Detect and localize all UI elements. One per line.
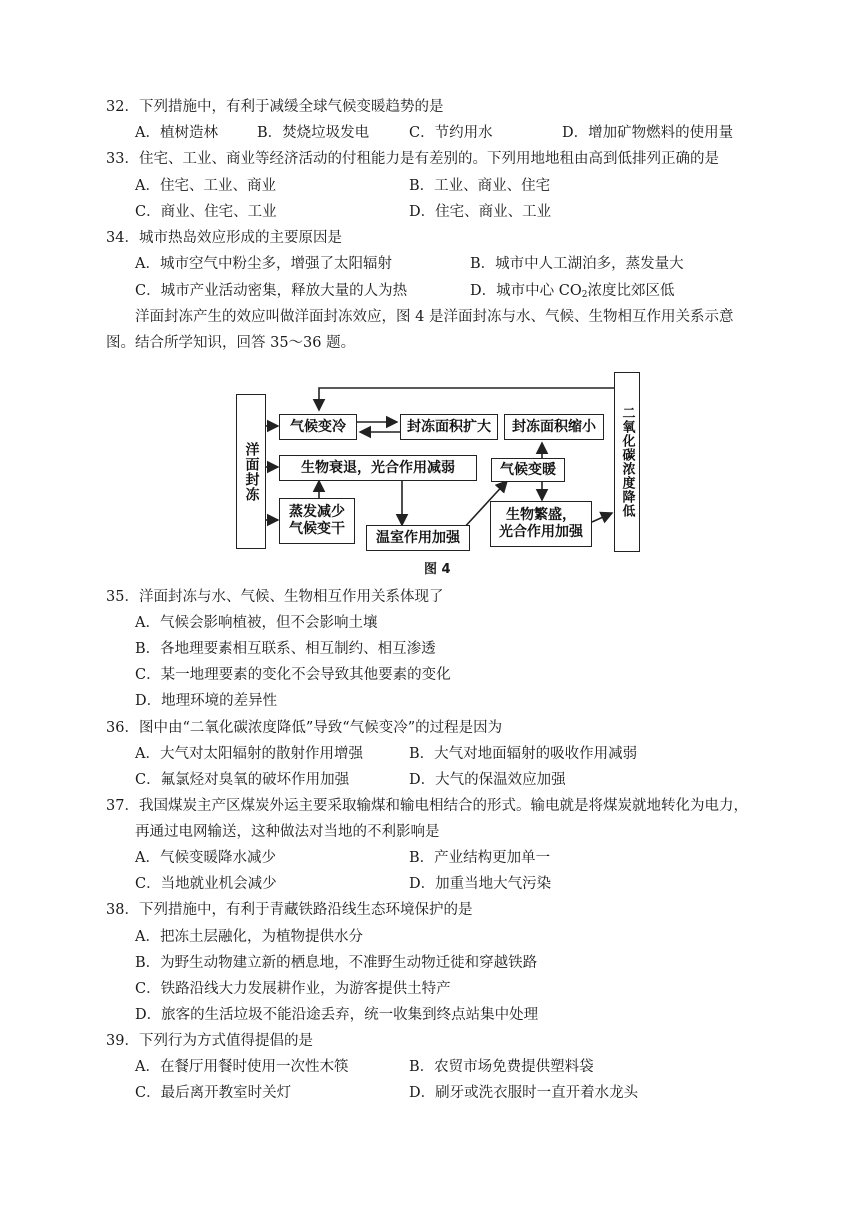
box-biology-thrive — [490, 501, 592, 547]
figure-caption: 图 4 — [424, 562, 451, 577]
box-biology-decline: 生物衰退，光合作用减弱 — [279, 455, 477, 481]
q33-option-a: A．住宅、工业、商业 — [135, 178, 276, 194]
question-32-stem: 32．下列措施中，有利于减缓全球气候变暖趋势的是 — [106, 99, 444, 115]
q33-option-d: D．住宅、商业、工业 — [409, 204, 552, 220]
box-ice-area-expand: 封冻面积扩大 — [400, 414, 498, 440]
question-38-stem: 38．下列措施中，有利于青藏铁路沿线生态环境保护的是 — [106, 902, 473, 918]
q38-option-a: A．把冻土层融化，为植物提供水分 — [135, 929, 363, 945]
question-33-stem: 33．住宅、工业、商业等经济活动的付租能力是有差别的。下列用地地租由高到低排列正确的是 — [106, 151, 719, 167]
box-co2-decrease: 二氧化碳浓度降低 — [614, 372, 640, 552]
thrive-line-2: 光合作用加强 — [499, 524, 583, 540]
q35-option-a: A．气候会影响植被，但不会影响土壤 — [135, 615, 378, 631]
q36-option-d: D．大气的保温效应加强 — [409, 772, 566, 788]
question-37-stem-line-1: 37．我国煤炭主产区煤炭外运主要采取输煤和输电相结合的形式。输电就是将煤炭就地转化为电力， — [106, 798, 748, 814]
q35-option-c: C．某一地理要素的变化不会导致其他要素的变化 — [135, 667, 451, 683]
q38-option-c: C．铁路沿线大力发展耕作业，为游客提供土特产 — [135, 981, 451, 997]
q38-option-d: D．旅客的生活垃圾不能沿途丢弃，统一收集到终点站集中处理 — [135, 1007, 539, 1023]
q35-option-d: D．地理环境的差异性 — [135, 693, 278, 709]
q36-option-b: B．大气对地面辐射的吸收作用减弱 — [409, 746, 638, 762]
q34-option-a: A．城市空气中粉尘多，增强了太阳辐射 — [135, 256, 392, 272]
question-39-stem: 39．下列行为方式值得提倡的是 — [106, 1033, 313, 1049]
question-37-stem-line-2: 再通过电网输送，这种做法对当地的不利影响是 — [135, 824, 440, 840]
intro-line-1: 洋面封冻产生的效应叫做洋面封冻效应，图 4 是洋面封冻与水、气候、生物相互作用关系示意 — [135, 309, 734, 325]
q37-option-b: B．产业结构更加单一 — [409, 850, 551, 866]
q39-option-d: D．刷牙或洗衣服时一直开着水龙头 — [409, 1085, 639, 1101]
arrow-thrive-to-co2 — [592, 513, 612, 522]
box-evaporation-decrease — [279, 498, 355, 544]
q36-option-a: A．大气对太阳辐射的散射作用增强 — [135, 746, 363, 762]
q37-option-a: A．气候变暖降水减少 — [135, 850, 276, 866]
q37-option-c: C．当地就业机会减少 — [135, 876, 277, 892]
q39-option-a: A．在餐厅用餐时使用一次性木筷 — [135, 1059, 349, 1075]
q35-option-b: B．各地理要素相互联系、相互制约、相互渗透 — [135, 641, 436, 657]
q34-option-b: B．城市中人工湖泊多，蒸发量大 — [470, 256, 684, 272]
q39-option-b: B．农贸市场免费提供塑料袋 — [409, 1059, 594, 1075]
box-climate-cooling: 气候变冷 — [279, 414, 357, 440]
q38-option-b: B．为野生动物建立新的栖息地，不准野生动物迁徙和穿越铁路 — [135, 955, 538, 971]
q33-option-b: B．工业、商业、住宅 — [409, 178, 551, 194]
q32-option-c: C．节约用水 — [409, 125, 493, 141]
q36-option-c: C．氟氯烃对臭氧的破坏作用加强 — [135, 772, 350, 788]
box-ocean-freezing: 洋面封冻 — [236, 394, 266, 549]
q34-option-c: C．城市产业活动密集，释放大量的人为热 — [135, 283, 408, 299]
q39-option-c: C．最后离开教室时关灯 — [135, 1085, 292, 1101]
evap-line-2: 气候变干 — [289, 521, 345, 537]
question-36-stem: 36．图中由“二氧化碳浓度降低”导致“气候变冷”的过程是因为 — [106, 720, 503, 736]
q33-option-c: C．商业、住宅、工业 — [135, 204, 277, 220]
question-34-stem: 34．城市热岛效应形成的主要原因是 — [106, 230, 342, 246]
box-greenhouse-strengthen: 温室作用加强 — [366, 525, 470, 551]
box-climate-warming: 气候变暖 — [491, 458, 565, 482]
q37-option-d: D．加重当地大气污染 — [409, 876, 552, 892]
intro-line-2: 图。结合所学知识，回答 35～36 题。 — [106, 335, 356, 351]
q32-option-a: A．植树造林 — [135, 125, 218, 141]
q32-option-d: D．增加矿物燃料的使用量 — [562, 125, 734, 141]
evap-line-1: 蒸发减少 — [289, 504, 345, 520]
figure-4-diagram — [232, 370, 642, 580]
q32-option-b: B．焚烧垃圾发电 — [257, 125, 370, 141]
question-35-stem: 35．洋面封冻与水、气候、生物相互作用关系体现了 — [106, 589, 444, 605]
q34-option-d: D．城市中心 $CO_2$浓度比郊区低 — [470, 283, 675, 300]
box-ice-area-shrink: 封冻面积缩小 — [504, 414, 604, 440]
thrive-line-1: 生物繁盛， — [506, 507, 576, 523]
arrow-co2-to-cooling — [319, 388, 616, 410]
